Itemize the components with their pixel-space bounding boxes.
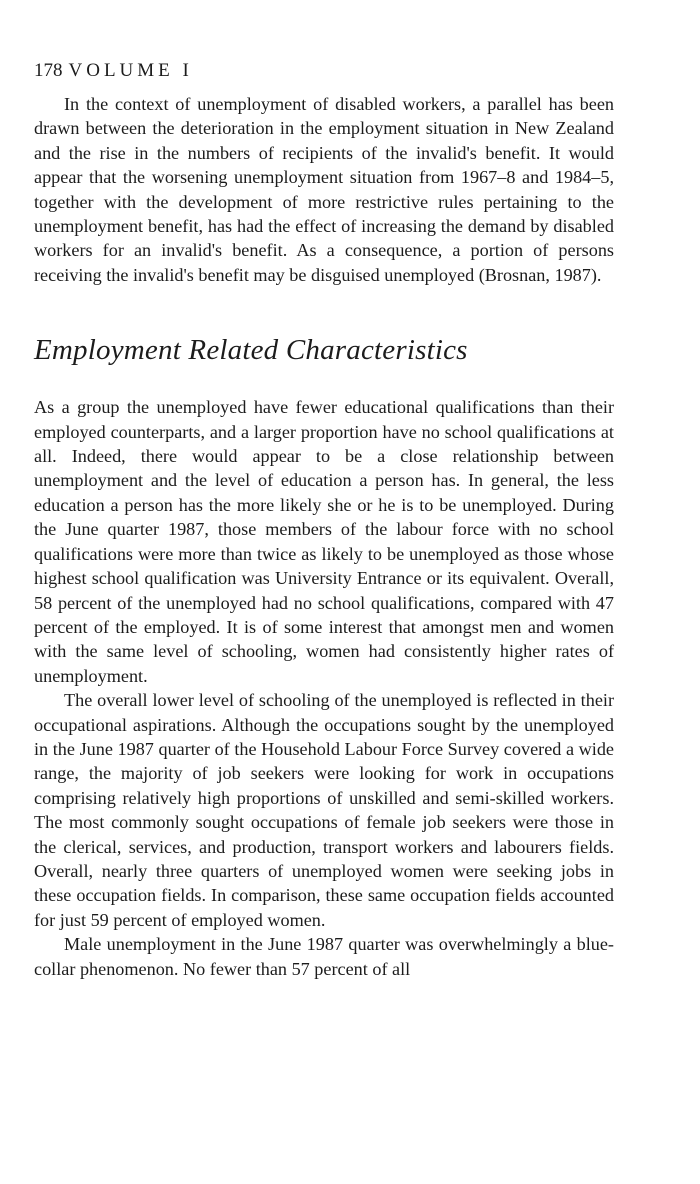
section-paragraph-2: The overall lower level of schooling of the unemployed is reflected in their occupational aspirations. Although the occupations sought by the unemployed in the June 1987 quarter of the Household Labour Force Survey covered a wide range, the majority of job seekers were looking for work in occupations comprising relatively high proportions of unskilled and semi-skilled workers. The most commonly sought occupations of female job seekers were those in the clerical, services, and production, transport workers and labourers fields. Overall, nearly three quarters of unemployed women were seeking jobs in these occupation fields. In comparison, these same occupation fields accounted for just 59 percent of employed women. — [34, 690, 614, 930]
intro-paragraph: In the context of unemployment of disabled workers, a parallel has been drawn between the deterioration in the employment situation in New Zealand and the rise in the numbers of recipients of the invalid's benefit. It would appear that the worsening unemployment situation from 1967–8 and 1984–5, together with the development of more restrictive rules pertaining to the unemployment benefit, has had the effect of increasing the demand by disabled workers for an invalid's benefit. As a consequence, a portion of persons receiving the invalid's benefit may be disguised unemployed (Brosnan, 1987). — [34, 94, 614, 285]
section-paragraph-1: As a group the unemployed have fewer educational qualifications than their employed counterparts, and a larger proportion have no school qualifications at all. Indeed, there would appear to be a close relationship between unemployment and the level of education a person has. In general, the less education a person has the more likely she or he is to be unemployed. During the June quarter 1987, those members of the labour force with no school qualifications were more than twice as likely to be unemployed as those whose highest school qualification was University Entrance or its equivalent. Overall, 58 percent of the unemployed had no school qualifications, compared with 47 percent of the employed. It is of some interest that amongst men and women with the same level of schooling, women had consistently higher rates of unemployment. — [34, 397, 614, 686]
book-page — [34, 58, 614, 981]
running-head — [34, 58, 614, 84]
page-number: 178 — [34, 60, 63, 81]
volume-label: VOLUME I — [68, 60, 193, 81]
section-heading: Employment Related Characteristics — [34, 334, 468, 367]
section-paragraph-3: Male unemployment in the June 1987 quarter was overwhelmingly a blue-collar phenomenon. No fewer than 57 percent of all — [34, 934, 614, 979]
